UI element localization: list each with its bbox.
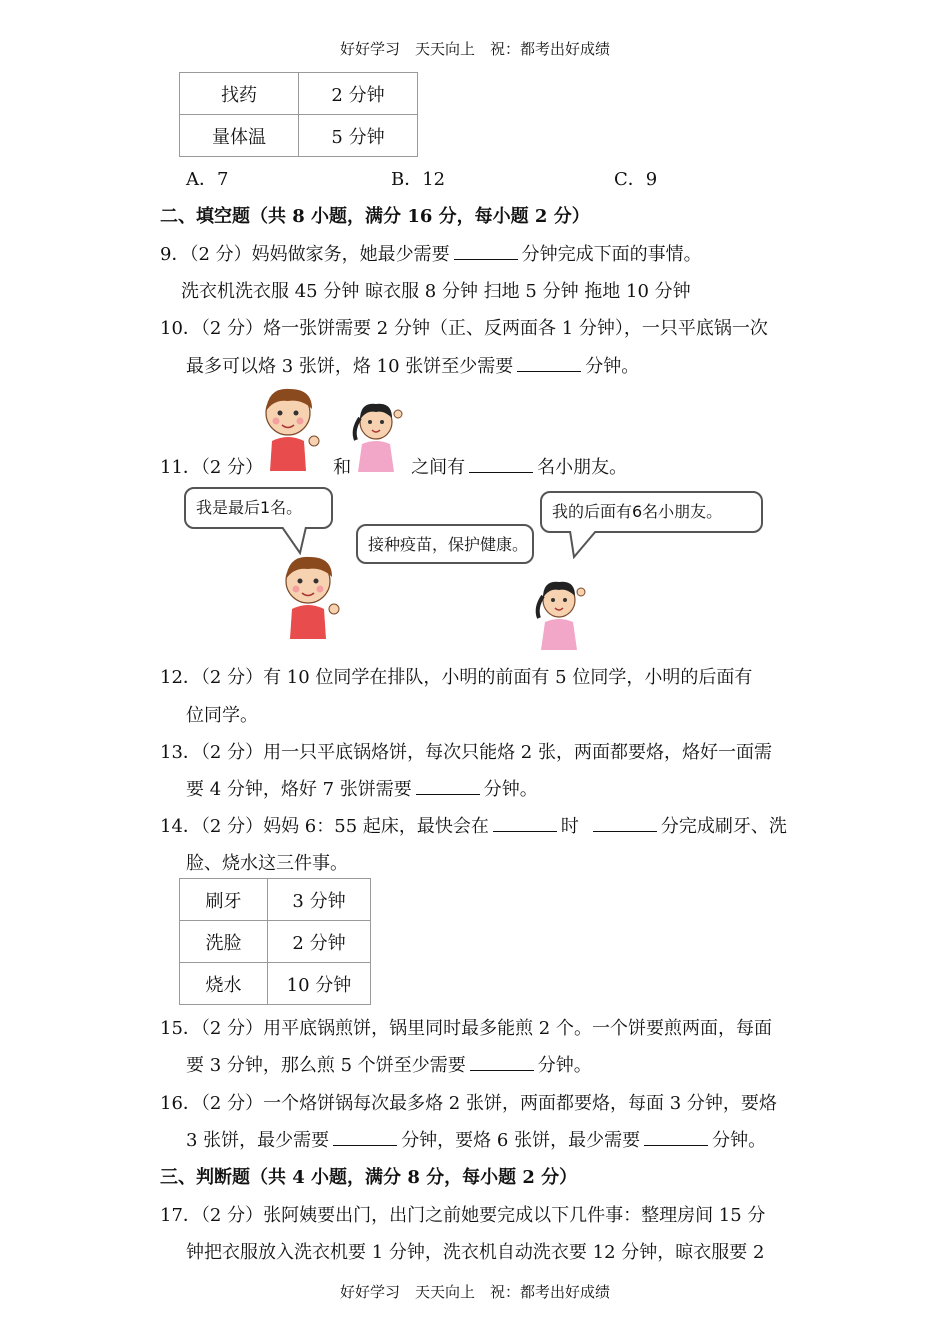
- table-cell: 找药: [180, 73, 299, 115]
- question-text: 分钟，要烙 6 张饼，最少需要: [401, 1130, 641, 1151]
- bubble-tail-icon: [280, 527, 310, 555]
- table-cell: 刷牙: [180, 879, 268, 921]
- page-header: 好好学习 天天向上 祝：都考出好成绩: [339, 40, 610, 58]
- time-table-q8: [179, 72, 418, 157]
- question-text: 分完成刷牙、洗: [660, 816, 787, 837]
- table-cell: 2 分钟: [268, 921, 371, 963]
- question-12-line1: 12．（2 分）有 10 位同学在排队，小明的前面有 5 位同学，小明的后面有: [160, 667, 753, 688]
- answer-blank[interactable]: [517, 353, 581, 372]
- question-text: 分钟完成下面的事情。: [521, 244, 702, 265]
- question-text: 名小朋友。: [537, 457, 628, 478]
- table-cell: 2 分钟: [299, 73, 418, 115]
- answer-blank[interactable]: [493, 813, 557, 832]
- table-row: [180, 921, 371, 963]
- answer-blank[interactable]: [644, 1127, 708, 1146]
- section-title-fill-blank: 二、填空题（共 8 小题，满分 16 分，每小题 2 分）: [160, 206, 590, 227]
- question-10-line2: [186, 352, 639, 378]
- question-13-line1: 13．（2 分）用一只平底锅烙饼，每次只能烙 2 张，两面都要烙，烙好一面需: [160, 742, 772, 763]
- option-a: A．7: [186, 169, 229, 190]
- table-cell: 量体温: [180, 115, 299, 157]
- answer-blank[interactable]: [470, 1052, 534, 1071]
- table-row: [180, 115, 418, 157]
- answer-blank[interactable]: [593, 813, 657, 832]
- question-text: 3 张饼，最少需要: [186, 1130, 330, 1151]
- question-9-tasks: 洗衣机洗衣服 45 分钟 晾衣服 8 分钟 扫地 5 分钟 拖地 10 分钟: [181, 281, 691, 302]
- question-text: 分钟。: [585, 356, 640, 377]
- question-text: 分钟。: [483, 779, 538, 800]
- boy-figure-icon: [276, 553, 348, 639]
- question-text: 要 3 分钟，那么煎 5 个饼至少需要: [186, 1055, 466, 1076]
- section-title-judgement: 三、判断题（共 4 小题，满分 8 分，每小题 2 分）: [160, 1167, 578, 1188]
- question-14-line1: [160, 812, 787, 838]
- question-text: 11．（2 分）: [160, 457, 264, 478]
- girl-figure-icon: [530, 578, 596, 650]
- question-text: 最多可以烙 3 张饼，烙 10 张饼至少需要: [186, 356, 514, 377]
- answer-blank[interactable]: [454, 241, 518, 260]
- question-15-line1: 15．（2 分）用平底锅煎饼，锅里同时最多能煎 2 个。一个饼要煎两面，每面: [160, 1018, 772, 1039]
- question-12-line2: 位同学。: [186, 705, 258, 726]
- question-13-line2: [186, 775, 538, 801]
- time-table-q14: [179, 878, 371, 1005]
- table-cell: 10 分钟: [268, 963, 371, 1005]
- table-cell: 3 分钟: [268, 879, 371, 921]
- question-text: 之间有: [411, 457, 466, 478]
- answer-blank[interactable]: [416, 776, 480, 795]
- question-text: 14．（2 分）妈妈 6：55 起床，最快会在: [160, 816, 489, 837]
- table-cell: 烧水: [180, 963, 268, 1005]
- question-11: [160, 453, 627, 479]
- question-text: 分钟。: [712, 1130, 767, 1151]
- option-b: B．12: [391, 169, 446, 190]
- speech-bubble-slogan: 接种疫苗，保护健康。: [356, 524, 534, 564]
- question-16-line2: [186, 1126, 766, 1152]
- speech-bubble-boy: 我是最后1名。: [184, 487, 333, 529]
- question-17-line1: 17．（2 分）张阿姨要出门，出门之前她要完成以下几件事：整理房间 15 分: [160, 1205, 766, 1226]
- answer-blank[interactable]: [333, 1127, 397, 1146]
- table-cell: 5 分钟: [299, 115, 418, 157]
- question-text: 分钟。: [537, 1055, 592, 1076]
- question-17-line2: 钟把衣服放入洗衣机要 1 分钟，洗衣机自动洗衣要 12 分钟，晾衣服要 2: [186, 1242, 765, 1263]
- question-text: 要 4 分钟，烙好 7 张饼需要: [186, 779, 412, 800]
- question-text: 和: [333, 457, 352, 478]
- page-footer: 好好学习 天天向上 祝：都考出好成绩: [339, 1283, 610, 1301]
- answer-blank[interactable]: [469, 454, 533, 473]
- question-14-line2: 脸、烧水这三件事。: [186, 853, 348, 874]
- table-row: [180, 73, 418, 115]
- table-cell: 洗脸: [180, 921, 268, 963]
- table-row: [180, 963, 371, 1005]
- question-text: 时: [560, 816, 579, 837]
- question-9: [160, 240, 702, 266]
- question-16-line1: 16．（2 分）一个烙饼锅每次最多烙 2 张饼，两面都要烙，每面 3 分钟，要烙: [160, 1093, 777, 1114]
- option-c: C．9: [614, 169, 658, 190]
- question-15-line2: [186, 1051, 592, 1077]
- question-text: 9．（2 分）妈妈做家务，她最少需要: [160, 244, 450, 265]
- table-row: [180, 879, 371, 921]
- question-10-line1: 10．（2 分）烙一张饼需要 2 分钟（正、反两面各 1 分钟），一只平底锅一次: [160, 318, 768, 339]
- bubble-tail-icon: [566, 531, 602, 559]
- speech-bubble-girl: 我的后面有6名小朋友。: [540, 491, 763, 533]
